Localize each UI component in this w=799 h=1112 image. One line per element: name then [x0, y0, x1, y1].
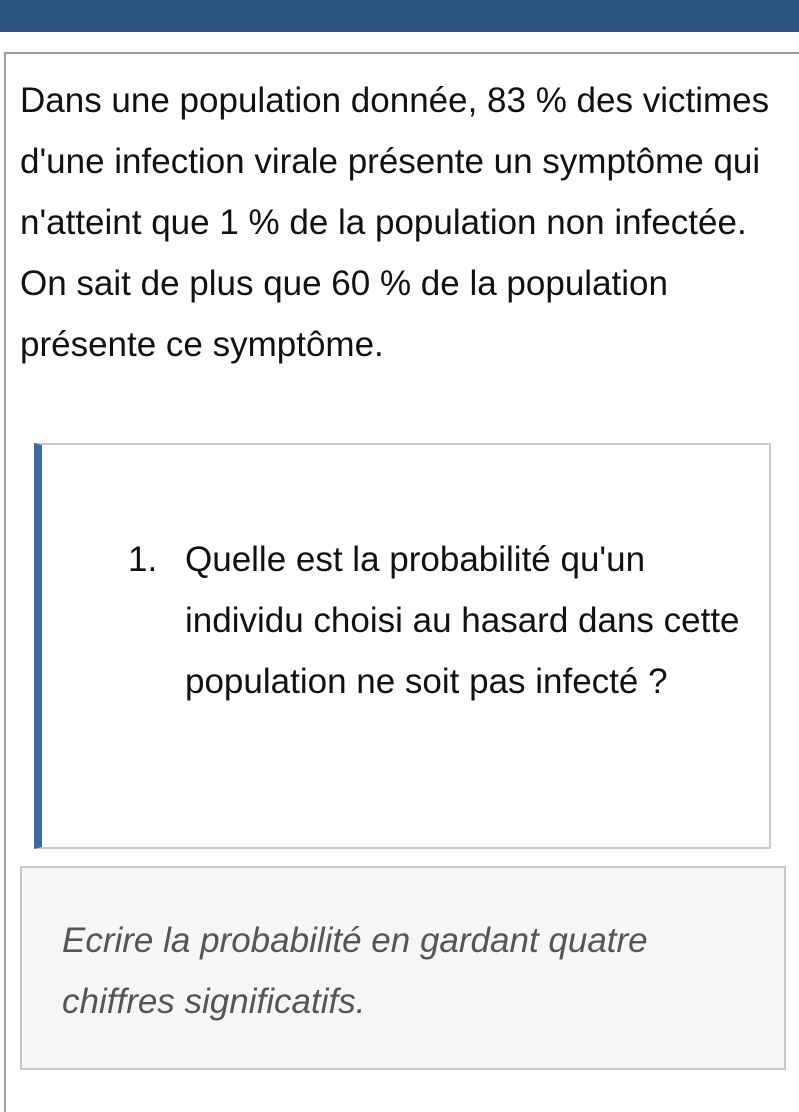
- question-number: 1.: [128, 540, 158, 579]
- answer-hint-text: Ecrire la probabilité en gardant quatre chiffres significatifs.: [62, 921, 648, 1021]
- answer-hint-box: [20, 866, 786, 1070]
- question-item: [42, 529, 745, 712]
- question-block: [34, 443, 771, 849]
- top-navigation-bar: [0, 0, 799, 32]
- question-text: Quelle est la probabilité qu'un individu choisi au hasard dans cette population ne soit pas infecté ?: [185, 540, 740, 701]
- question-list: [42, 529, 745, 712]
- problem-statement: Dans une population donnée, 83 % des victimes d'une infection virale présente un symptôme qui n'atteint que 1 % de la population non infectée. On sait de plus que 60 % de la population présente ce symptôme.: [20, 81, 770, 364]
